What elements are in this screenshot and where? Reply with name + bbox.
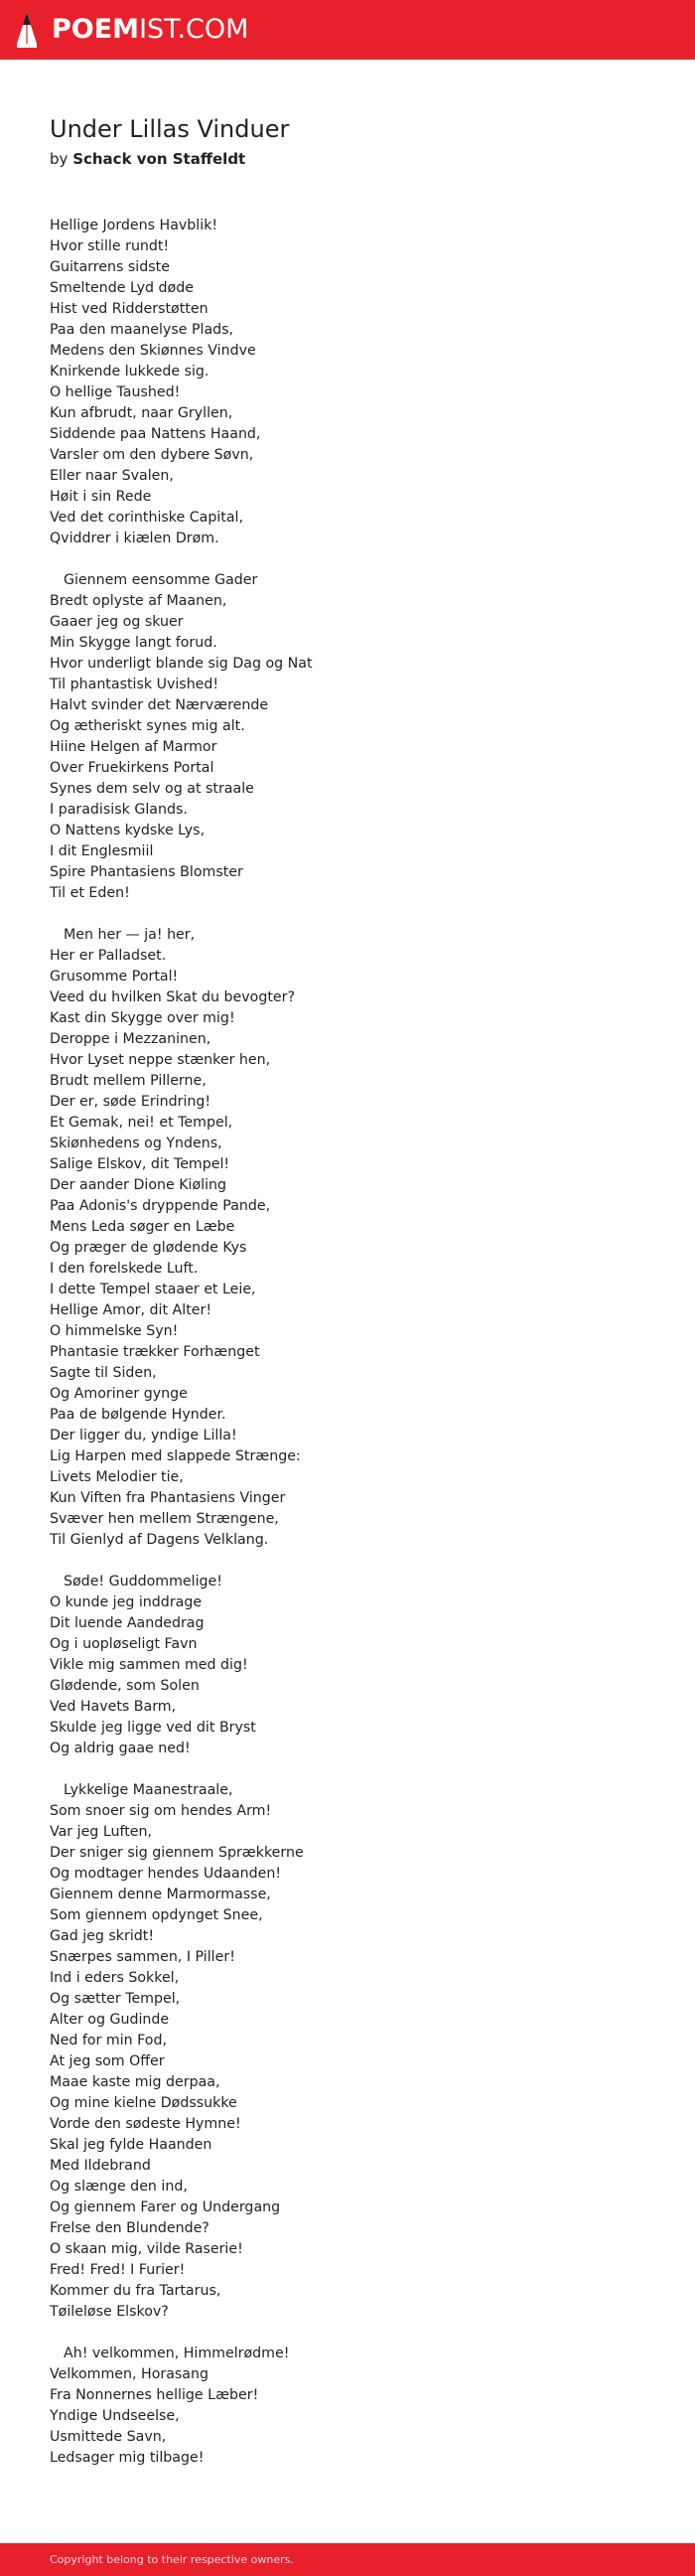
poem-line: Og slænge den ind, [50,2179,188,2195]
poem-line: Som snoer sig om hendes Arm! [50,1803,272,1819]
footer-bar [0,2543,695,2576]
poem-line: Grusomme Portal! [50,969,179,985]
poem-line: Veed du hvilken Skat du bevogter? [50,989,296,1005]
poem-line: Hellige Jordens Havblik! [50,218,218,233]
poem-line: Vikle mig sammen med dig! [50,1657,248,1673]
poem-line: I den forelskede Luft. [50,1261,199,1277]
poem-line: Skiønhedens og Yndens, [50,1136,222,1151]
top-bar [0,0,695,60]
stanza [50,1780,645,2323]
poem-line: O Nattens kydske Lys, [50,823,206,838]
logo-wordmark [52,11,248,49]
poem-line: Vorde den sødeste Hymne! [50,2116,241,2132]
poem-line: Sagte til Siden, [50,1365,157,1381]
poem-line: Hvor underligt blande sig Dag og Nat [50,656,313,672]
poem-line: Hvor Lyset neppe stænker hen, [50,1052,271,1068]
poem-line: Gaaer jeg og skuer [50,614,184,630]
poem-line: Yndige Undseelse, [50,2408,180,2424]
poem-line: Fra Nonnernes hellige Læber! [50,2387,259,2403]
poem-line: Hiine Helgen af Marmor [50,739,217,755]
poem-line: Dit luende Aandedrag [50,1615,205,1631]
poem-line: Hist ved Ridderstøtten [50,301,208,317]
poem-line: Smeltende Lyd døde [50,280,194,296]
poem-line: Livets Melodier tie, [50,1469,184,1485]
logo-light-text: IST.COM [139,14,249,45]
poem-line: Og ætheriskt synes mig alt. [50,718,245,734]
stanza [50,1572,645,1759]
poem-line: O hellige Taushed! [50,384,181,400]
poem-line: Ved det corinthiske Capital, [50,510,243,526]
poem-line: Paa den maanelyse Plads, [50,322,234,338]
poem-line: Brudt mellem Pillerne, [50,1073,207,1089]
poem-line: Tøileløse Elskov? [50,2304,169,2320]
author-name: Schack von Staffeldt [72,150,246,168]
byline [50,147,645,171]
poem-line: Og mine kielne Dødssukke [50,2095,237,2111]
poem-line: I dette Tempel staaer et Leie, [50,1282,256,1297]
poem-line: Frelse den Blundende? [50,2220,209,2236]
stanza [50,925,645,1551]
poem-line: Deroppe i Mezzaninen, [50,1031,211,1047]
poem-line: Ah! velkommen, Himmelrødme! [64,2346,290,2361]
poem-line: Paa de bølgende Hynder. [50,1407,226,1423]
poem-line: Fred! Fred! I Furier! [50,2262,186,2278]
poem-line: Men her — ja! her, [64,927,196,943]
poem-line: Som giennem opdynget Snee, [50,1907,263,1923]
poem-line: Et Gemak, nei! et Tempel, [50,1115,233,1131]
poem-line: Og giennem Farer og Undergang [50,2199,281,2215]
poem-line: Kun Viften fra Phantasiens Vinger [50,1490,286,1506]
poem-line: Kast din Skygge over mig! [50,1010,235,1026]
poem-line: Og sætter Tempel, [50,1991,181,2007]
poem-body [50,216,645,2490]
by-label: by [50,150,69,168]
poem-line: Gad jeg skridt! [50,1928,155,1944]
poem-line: O skaan mig, vilde Raserie! [50,2241,243,2257]
poem-line: I dit Englesmiil [50,843,154,859]
poem-line: Til phantastisk Uvished! [50,677,219,692]
poem-line: Ned for min Fod, [50,2033,167,2048]
site-logo-link[interactable] [16,11,248,49]
poem-line: Lig Harpen med slappede Strænge: [50,1448,301,1464]
poem-line: Kommer du fra Tartarus, [50,2283,221,2299]
poem-line: Ind i eders Sokkel, [50,1970,180,1986]
poem-line: Til Gienlyd af Dagens Velklang. [50,1532,269,1548]
poem-line: O himmelske Syn! [50,1323,179,1339]
poem-line: Og modtager hendes Udaanden! [50,1866,282,1882]
poem-line: Høit i sin Rede [50,489,152,505]
poem-line: Maae kaste mig derpaa, [50,2074,220,2090]
poem-line: Var jeg Luften, [50,1824,153,1840]
poem-line: Varsler om den dybere Søvn, [50,447,254,463]
poem-line: Skulde jeg ligge ved dit Bryst [50,1720,256,1736]
poem-line: Til et Eden! [50,885,130,901]
poem-line: Salige Elskov, dit Tempel! [50,1156,230,1172]
poem-line: Snærpes sammen, I Piller! [50,1949,235,1965]
poem-line: Der aander Dione Kiøling [50,1177,227,1193]
poem-line: Eller naar Svalen, [50,468,174,484]
poem-line: Knirkende lukkede sig. [50,364,209,379]
poem-line: Lykkelige Maanestraale, [64,1782,233,1798]
poem-line: Alter og Gudinde [50,2012,170,2028]
poem-line: Og Amoriner gynge [50,1386,188,1402]
poem-line: I paradisisk Glands. [50,802,188,818]
poem-line: Hvor stille rundt! [50,238,170,254]
poem-line: Medens den Skiønnes Vindve [50,343,256,359]
poem-line: Velkommen, Horasang [50,2366,209,2382]
poem-line: At jeg som Offer [50,2053,165,2069]
poem-line: Ledsager mig tilbage! [50,2450,205,2466]
poem-line: Halvt svinder det Nærværende [50,697,269,713]
pencil-logo-icon [16,11,38,49]
poem-line: Min Skygge langt forud. [50,635,217,651]
poem-title: Under Lillas Vinduer [50,115,290,143]
poem-line: Her er Palladset. [50,948,167,964]
poem-line: O kunde jeg inddrage [50,1594,203,1610]
poem-line: Giennem denne Marmormasse, [50,1887,271,1902]
poem-header [50,111,645,171]
poem-line: Usmittede Savn, [50,2429,167,2445]
poem-line: Der er, søde Erindring! [50,1094,211,1110]
poem-line: Paa Adonis's dryppende Pande, [50,1198,271,1214]
poem-line: Mens Leda søger en Læbe [50,1219,235,1235]
poem-line: Der sniger sig giennem Sprækkerne [50,1845,304,1861]
poem-line: Og i uopløseligt Favn [50,1636,198,1652]
copyright-text: Copyright belong to their respective owners. [50,2553,294,2566]
poem-line: Ved Havets Barm, [50,1699,177,1715]
poem-line: Med Ildebrand [50,2158,151,2174]
poem-line: Der ligger du, yndige Lilla! [50,1428,237,1443]
poem-line: Giennem eensomme Gader [64,572,258,588]
poem-line: Synes dem selv og at straale [50,781,254,797]
poem-line: Søde! Guddommelige! [64,1574,222,1590]
stanza [50,570,645,904]
poem-line: Glødende, som Solen [50,1678,200,1694]
poem-line: Bredt oplyste af Maanen, [50,593,227,609]
poem-line: Kun afbrudt, naar Gryllen, [50,405,233,421]
poem-line: Svæver hen mellem Strængene, [50,1511,279,1527]
logo-bold-text: POEM [52,14,140,45]
poem-line: Guitarrens sidste [50,259,170,275]
poem-line: Over Fruekirkens Portal [50,760,214,776]
poem-line: Skal jeg fylde Haanden [50,2137,212,2153]
poem-line: Siddende paa Nattens Haand, [50,426,261,442]
poem-line: Hellige Amor, dit Alter! [50,1302,212,1318]
poem-line: Spire Phantasiens Blomster [50,864,243,880]
poem-line: Qviddrer i kiælen Drøm. [50,530,219,546]
poem-line: Og præger de glødende Kys [50,1240,247,1256]
poem-line: Og aldrig gaae ned! [50,1741,191,1756]
stanza [50,216,645,549]
poem-line: Phantasie trækker Forhænget [50,1344,260,1360]
stanza [50,2344,645,2469]
